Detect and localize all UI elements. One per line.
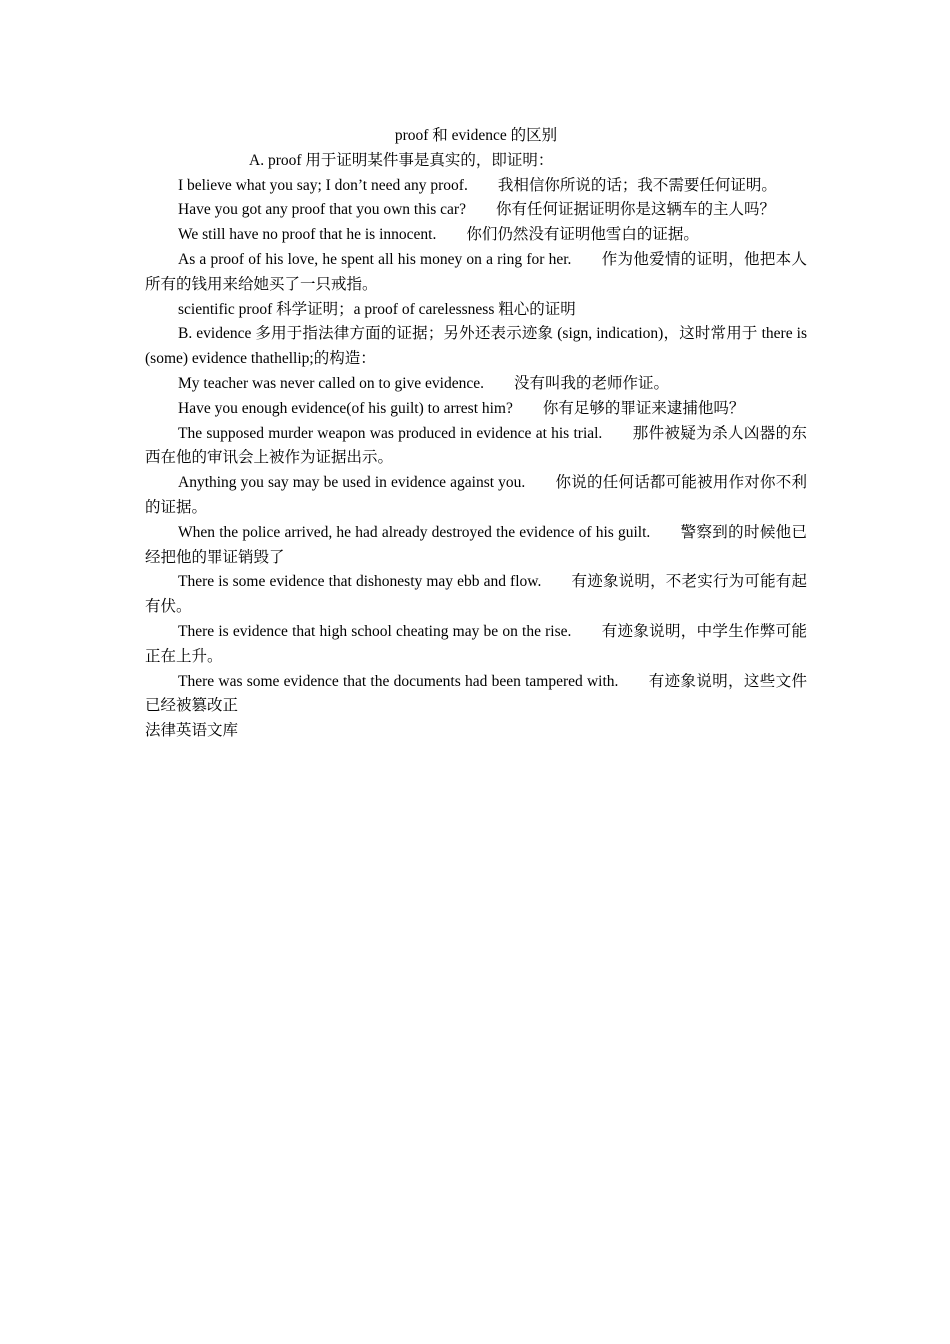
document-footer: 法律英语文库 bbox=[145, 722, 239, 740]
paragraph-chinese: 你说的任何话都可能被用作对你不利的证据。 bbox=[145, 474, 807, 516]
paragraph-english: Anything you say may be used in evidence against you. bbox=[178, 474, 526, 492]
paragraph bbox=[145, 372, 807, 397]
paragraph-chinese: 我相信你所说的话；我不需要任何证明。 bbox=[497, 176, 777, 194]
paragraph bbox=[145, 570, 807, 620]
paragraph-chinese: 你们仍然没有证明他雪白的证据。 bbox=[466, 226, 699, 244]
paragraph bbox=[145, 521, 807, 571]
paragraph bbox=[145, 397, 807, 422]
paragraph-english: There is evidence that high school cheating may be on the rise. bbox=[178, 622, 572, 640]
paragraph-english: We still have no proof that he is innocent. bbox=[178, 226, 437, 244]
paragraph bbox=[145, 620, 807, 670]
paragraph bbox=[145, 422, 807, 472]
paragraph-chinese: 你有足够的罪证来逮捕他吗？ bbox=[542, 399, 745, 417]
paragraph-english: The supposed murder weapon was produced in evidence at his trial. bbox=[178, 424, 603, 442]
paragraph-chinese: 没有叫我的老师作证。 bbox=[514, 374, 670, 392]
paragraph-english: When the police arrived, he had already destroyed the evidence of his guilt. bbox=[178, 523, 651, 541]
paragraph bbox=[145, 174, 807, 199]
paragraph-english: B. evidence 多用于指法律方面的证据；另外还表示迹象 (sign, indication)，这时常用于 there is (some) evidence thathellip;的构造： bbox=[145, 325, 807, 368]
section-b-paragraph bbox=[145, 322, 807, 372]
paragraph-chinese: 有迹象说明，这些文件已经被篡改正 bbox=[145, 672, 807, 715]
paragraph bbox=[145, 471, 807, 521]
paragraph-chinese: 警察到的时候他已经把他的罪证销毁了 bbox=[145, 523, 807, 566]
paragraph-chinese: 有迹象说明，不老实行为可能有起有伏。 bbox=[145, 573, 807, 616]
paragraph bbox=[145, 223, 807, 248]
paragraph-english: My teacher was never called on to give evidence. bbox=[178, 374, 484, 392]
paragraph bbox=[145, 670, 807, 720]
paragraph-english: As a proof of his love, he spent all his money on a ring for her. bbox=[178, 250, 572, 268]
paragraph bbox=[145, 298, 807, 323]
paragraph-english: Have you enough evidence(of his guilt) to arrest him? bbox=[178, 399, 513, 417]
document-title: proof 和 evidence 的区别 bbox=[394, 127, 558, 144]
paragraph-chinese: 作为他爱情的证明，他把本人所有的钱用来给她买了一只戒指。 bbox=[145, 250, 807, 293]
paragraph bbox=[145, 248, 807, 298]
paragraph-english: Have you got any proof that you own this car? bbox=[178, 201, 466, 219]
paragraph-english: There was some evidence that the documents had been tampered with. bbox=[178, 672, 619, 690]
paragraph-chinese: 有迹象说明，中学生作弊可能正在上升。 bbox=[145, 622, 807, 665]
paragraph-english: I believe what you say; I don’t need any proof. bbox=[178, 176, 468, 194]
paragraph-chinese: 你有任何证据证明你是这辆车的主人吗？ bbox=[495, 201, 775, 219]
paragraph-english: There is some evidence that dishonesty may ebb and flow. bbox=[178, 573, 542, 591]
paragraph-english: scientific proof 科学证明；a proof of carelessness 粗心的证明 bbox=[178, 300, 576, 318]
section-a-heading: A. proof 用于证明某件事是真实的，即证明： bbox=[249, 151, 554, 169]
paragraph bbox=[145, 198, 807, 223]
document-page bbox=[145, 124, 807, 744]
paragraph-chinese: 那件被疑为杀人凶器的东西在他的审讯会上被作为证据出示。 bbox=[145, 424, 807, 467]
